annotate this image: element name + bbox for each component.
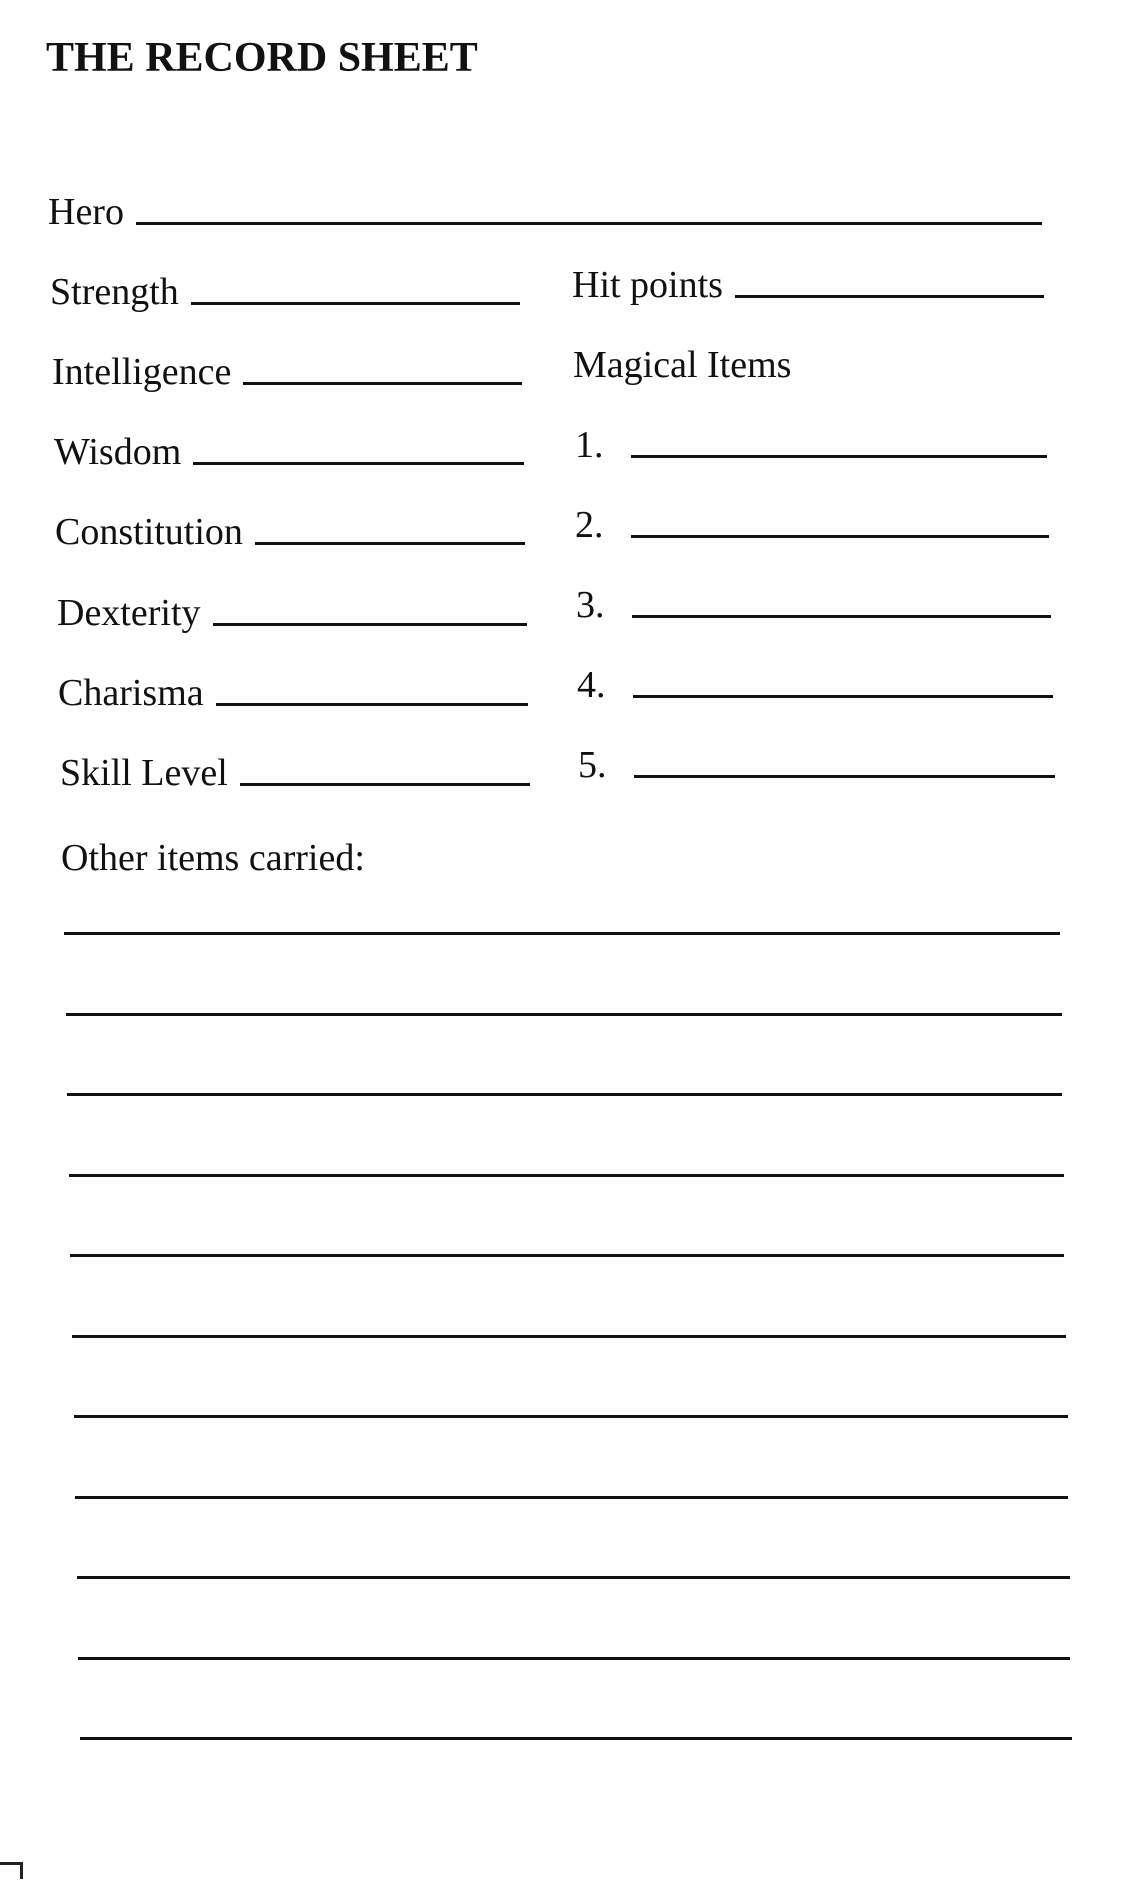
magical-item-1[interactable] xyxy=(575,415,1047,465)
magical-item-number: 5. xyxy=(578,744,607,786)
other-item-entry-line[interactable] xyxy=(72,1335,1066,1338)
hit-points-field[interactable] xyxy=(572,255,1044,305)
magical-item-entry-line[interactable] xyxy=(633,695,1053,698)
strength-entry-line[interactable] xyxy=(191,302,520,305)
hit-points-entry-line[interactable] xyxy=(735,295,1044,298)
hero-field[interactable] xyxy=(48,182,1042,232)
magical-items-heading: Magical Items xyxy=(573,344,792,386)
intelligence-label: Intelligence xyxy=(52,351,232,393)
other-items-heading: Other items carried: xyxy=(61,837,365,879)
wisdom-label: Wisdom xyxy=(54,431,182,473)
magical-item-number: 4. xyxy=(577,664,606,706)
other-item-entry-line[interactable] xyxy=(64,932,1060,935)
hero-label: Hero xyxy=(48,191,124,233)
dexterity-label: Dexterity xyxy=(57,592,201,634)
other-item-entry-line[interactable] xyxy=(69,1174,1064,1177)
magical-item-entry-line[interactable] xyxy=(634,775,1055,778)
hero-entry-line[interactable] xyxy=(136,222,1042,225)
attribute-field-charisma[interactable] xyxy=(58,663,528,713)
magical-item-2[interactable] xyxy=(575,495,1049,545)
strength-label: Strength xyxy=(50,271,179,313)
magical-item-entry-line[interactable] xyxy=(632,615,1051,618)
attribute-field-skill-level[interactable] xyxy=(60,743,530,793)
magical-item-number: 2. xyxy=(575,504,604,546)
magical-item-number: 3. xyxy=(576,584,605,626)
other-item-entry-line[interactable] xyxy=(70,1254,1064,1257)
constitution-entry-line[interactable] xyxy=(255,542,525,545)
other-item-entry-line[interactable] xyxy=(74,1415,1068,1418)
other-item-entry-line[interactable] xyxy=(66,1013,1062,1016)
other-item-entry-line[interactable] xyxy=(75,1496,1068,1499)
other-item-entry-line[interactable] xyxy=(80,1737,1072,1740)
magical-item-5[interactable] xyxy=(578,735,1055,785)
other-item-entry-line[interactable] xyxy=(78,1657,1070,1660)
other-item-entry-line[interactable] xyxy=(67,1093,1062,1096)
attribute-field-intelligence[interactable] xyxy=(52,342,522,392)
charisma-label: Charisma xyxy=(58,672,204,714)
skill-level-label: Skill Level xyxy=(60,752,228,794)
charisma-entry-line[interactable] xyxy=(216,703,528,706)
magical-item-number: 1. xyxy=(575,424,604,466)
attribute-field-wisdom[interactable] xyxy=(54,422,524,472)
hit-points-label: Hit points xyxy=(572,264,723,306)
attribute-field-constitution[interactable] xyxy=(55,502,525,552)
magical-item-entry-line[interactable] xyxy=(631,535,1049,538)
constitution-label: Constitution xyxy=(55,511,243,553)
wisdom-entry-line[interactable] xyxy=(193,462,524,465)
dexterity-entry-line[interactable] xyxy=(213,623,527,626)
skill-level-entry-line[interactable] xyxy=(240,783,530,786)
intelligence-entry-line[interactable] xyxy=(243,382,522,385)
magical-item-4[interactable] xyxy=(577,655,1053,705)
magical-item-3[interactable] xyxy=(576,575,1051,625)
corner-mark xyxy=(0,1862,23,1879)
other-item-entry-line[interactable] xyxy=(77,1576,1070,1579)
page-title: THE RECORD SHEET xyxy=(46,35,478,81)
attribute-field-strength[interactable] xyxy=(50,262,520,312)
attribute-field-dexterity[interactable] xyxy=(57,583,527,633)
magical-item-entry-line[interactable] xyxy=(631,455,1047,458)
